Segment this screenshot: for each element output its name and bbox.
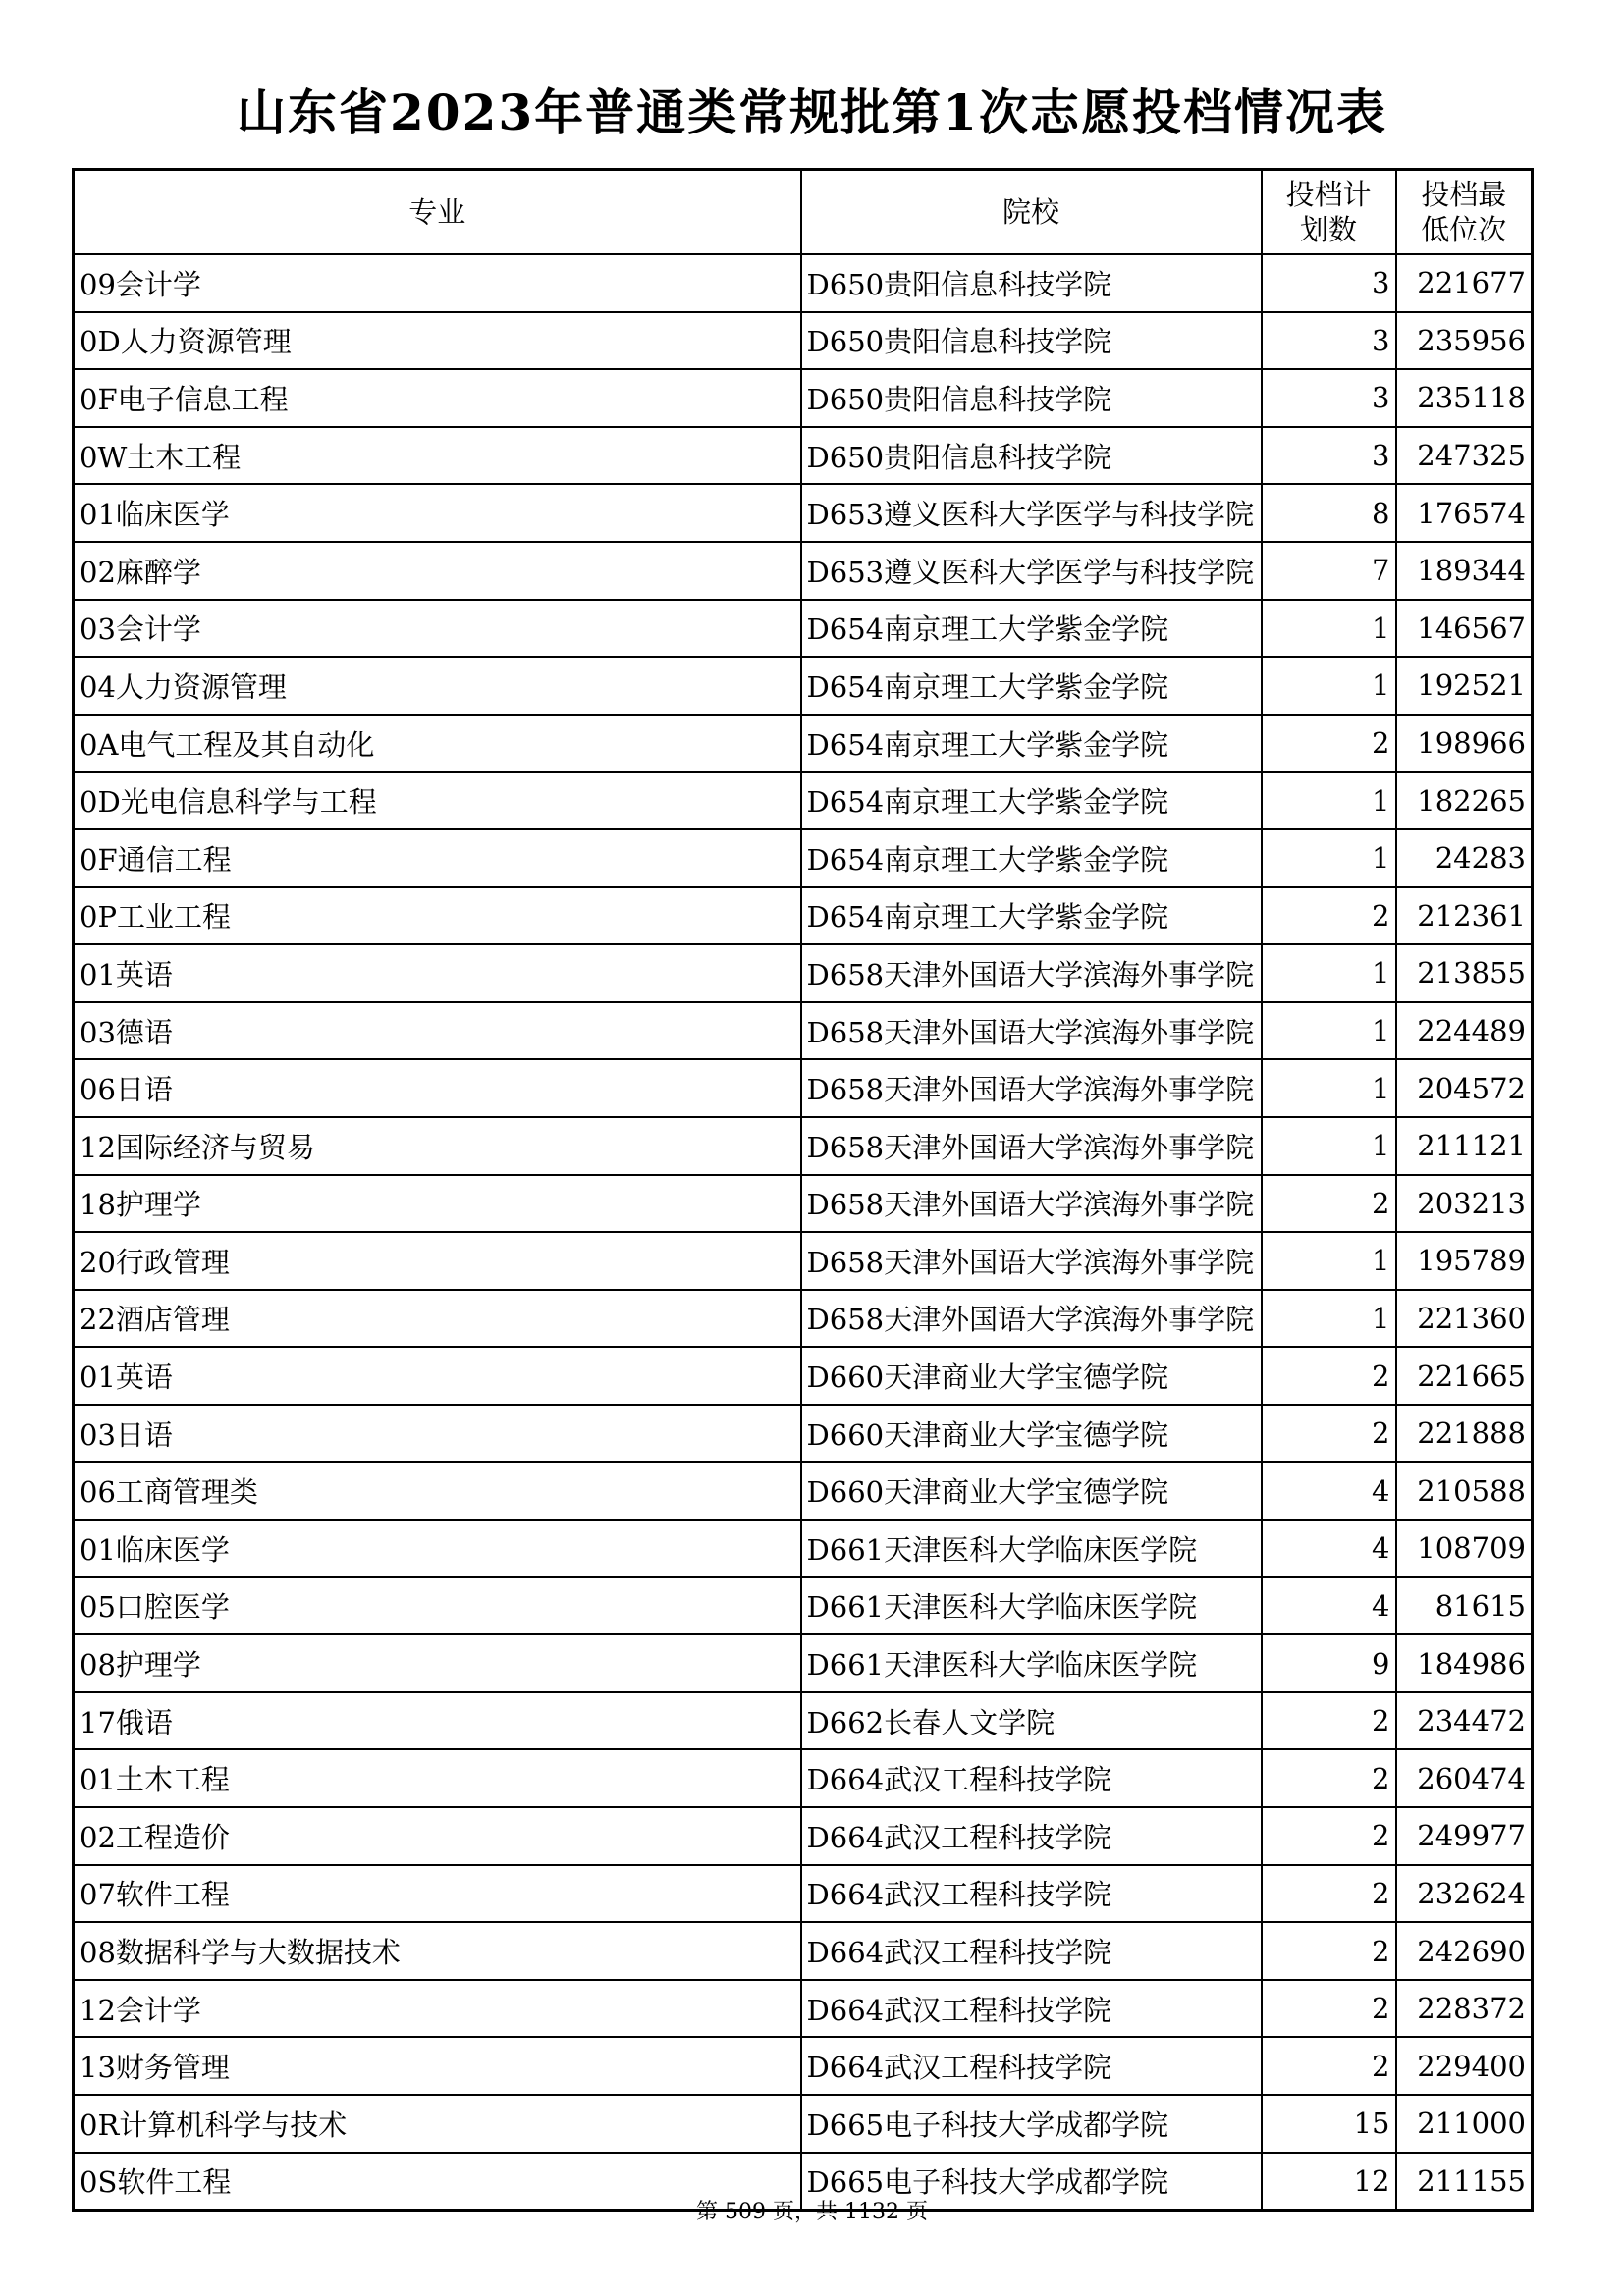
cell-rank: 176574	[1396, 484, 1533, 542]
cell-school: D658天津外国语大学滨海外事学院	[801, 1175, 1262, 1233]
table-row	[74, 2037, 1533, 2095]
cell-major: 12国际经济与贸易	[74, 1117, 801, 1175]
cell-plan: 2	[1262, 1749, 1396, 1807]
cell-plan: 9	[1262, 1634, 1396, 1692]
header-rank-line1: 投档最	[1421, 178, 1507, 211]
cell-school: D664武汉工程科技学院	[801, 1922, 1262, 1980]
table-row	[74, 1577, 1533, 1635]
cell-rank: 229400	[1396, 2037, 1533, 2095]
cell-school: D658天津外国语大学滨海外事学院	[801, 1232, 1262, 1290]
cell-major: 09会计学	[74, 254, 801, 312]
cell-major: 12会计学	[74, 1980, 801, 2038]
cell-plan: 2	[1262, 1692, 1396, 1750]
table-row	[74, 1002, 1533, 1060]
table-row	[74, 1059, 1533, 1117]
table-row	[74, 369, 1533, 427]
table-row	[74, 1520, 1533, 1577]
cell-school: D654南京理工大学紫金学院	[801, 600, 1262, 658]
header-rank-line2: 低位次	[1421, 213, 1507, 246]
cell-plan: 1	[1262, 944, 1396, 1002]
cell-plan: 1	[1262, 600, 1396, 658]
cell-rank: 232624	[1396, 1865, 1533, 1923]
cell-plan: 1	[1262, 772, 1396, 829]
cell-plan: 2	[1262, 715, 1396, 773]
cell-major: 22酒店管理	[74, 1290, 801, 1348]
cell-rank: 211000	[1396, 2095, 1533, 2153]
header-rank	[1396, 170, 1533, 255]
cell-rank: 198966	[1396, 715, 1533, 773]
cell-school: D664武汉工程科技学院	[801, 1749, 1262, 1807]
cell-school: D661天津医科大学临床医学院	[801, 1634, 1262, 1692]
table-row	[74, 1865, 1533, 1923]
cell-school: D664武汉工程科技学院	[801, 2037, 1262, 2095]
cell-school: D653遵义医科大学医学与科技学院	[801, 542, 1262, 600]
cell-school: D654南京理工大学紫金学院	[801, 715, 1262, 773]
cell-major: 20行政管理	[74, 1232, 801, 1290]
cell-major: 03日语	[74, 1405, 801, 1463]
header-plan-line1: 投档计	[1285, 178, 1372, 211]
table-row	[74, 1175, 1533, 1233]
cell-rank: 210588	[1396, 1462, 1533, 1520]
cell-major: 01临床医学	[74, 1520, 801, 1577]
table-row	[74, 312, 1533, 370]
cell-rank: 221677	[1396, 254, 1533, 312]
cell-school: D653遵义医科大学医学与科技学院	[801, 484, 1262, 542]
page-title: 山东省2023年普通类常规批第1次志愿投档情况表	[237, 83, 1387, 141]
table-row	[74, 1405, 1533, 1463]
table-row	[74, 427, 1533, 485]
cell-rank: 234472	[1396, 1692, 1533, 1750]
table-row	[74, 1922, 1533, 1980]
cell-rank: 195789	[1396, 1232, 1533, 1290]
table-row	[74, 484, 1533, 542]
cell-school: D650贵阳信息科技学院	[801, 369, 1262, 427]
cell-rank: 81615	[1396, 1577, 1533, 1635]
cell-major: 07软件工程	[74, 1865, 801, 1923]
cell-major: 01临床医学	[74, 484, 801, 542]
cell-rank: 182265	[1396, 772, 1533, 829]
cell-major: 0P工业工程	[74, 887, 801, 945]
cell-rank: 204572	[1396, 1059, 1533, 1117]
cell-school: D650贵阳信息科技学院	[801, 254, 1262, 312]
cell-plan: 15	[1262, 2095, 1396, 2153]
cell-plan: 2	[1262, 1405, 1396, 1463]
cell-rank: 249977	[1396, 1807, 1533, 1865]
table-body	[74, 254, 1533, 2211]
cell-school: D658天津外国语大学滨海外事学院	[801, 1002, 1262, 1060]
cell-major: 01英语	[74, 944, 801, 1002]
cell-plan: 1	[1262, 1290, 1396, 1348]
cell-school: D661天津医科大学临床医学院	[801, 1577, 1262, 1635]
table-row	[74, 1749, 1533, 1807]
cell-major: 0F通信工程	[74, 829, 801, 887]
cell-school: D654南京理工大学紫金学院	[801, 829, 1262, 887]
cell-major: 03德语	[74, 1002, 801, 1060]
cell-plan: 1	[1262, 1232, 1396, 1290]
cell-major: 13财务管理	[74, 2037, 801, 2095]
cell-plan: 4	[1262, 1462, 1396, 1520]
cell-rank: 146567	[1396, 600, 1533, 658]
table-row	[74, 1290, 1533, 1348]
cell-plan: 1	[1262, 1002, 1396, 1060]
table-row	[74, 1117, 1533, 1175]
cell-major: 0F电子信息工程	[74, 369, 801, 427]
cell-major: 08护理学	[74, 1634, 801, 1692]
page-footer: 第 509 页，共 1132 页	[696, 2200, 928, 2224]
cell-school: D664武汉工程科技学院	[801, 1865, 1262, 1923]
table-row	[74, 1232, 1533, 1290]
cell-major: 02麻醉学	[74, 542, 801, 600]
table-row	[74, 1634, 1533, 1692]
cell-plan: 2	[1262, 1175, 1396, 1233]
cell-major: 06工商管理类	[74, 1462, 801, 1520]
cell-major: 0R计算机科学与技术	[74, 2095, 801, 2153]
cell-major: 0S软件工程	[74, 2153, 801, 2211]
cell-rank: 213855	[1396, 944, 1533, 1002]
cell-plan: 2	[1262, 1807, 1396, 1865]
cell-plan: 2	[1262, 1980, 1396, 2038]
cell-plan: 1	[1262, 657, 1396, 715]
table-row	[74, 1462, 1533, 1520]
cell-major: 17俄语	[74, 1692, 801, 1750]
cell-major: 0D光电信息科学与工程	[74, 772, 801, 829]
cell-rank: 24283	[1396, 829, 1533, 887]
cell-plan: 1	[1262, 829, 1396, 887]
table-row	[74, 1980, 1533, 2038]
cell-plan: 3	[1262, 254, 1396, 312]
cell-school: D665电子科技大学成都学院	[801, 2095, 1262, 2153]
table-row	[74, 254, 1533, 312]
cell-rank: 228372	[1396, 1980, 1533, 2038]
cell-plan: 8	[1262, 484, 1396, 542]
table-row	[74, 600, 1533, 658]
cell-major: 05口腔医学	[74, 1577, 801, 1635]
cell-school: D658天津外国语大学滨海外事学院	[801, 944, 1262, 1002]
cell-plan: 3	[1262, 427, 1396, 485]
cell-plan: 4	[1262, 1520, 1396, 1577]
cell-plan: 1	[1262, 1059, 1396, 1117]
cell-major: 0D人力资源管理	[74, 312, 801, 370]
cell-rank: 189344	[1396, 542, 1533, 600]
table-row	[74, 772, 1533, 829]
cell-school: D654南京理工大学紫金学院	[801, 887, 1262, 945]
table-row	[74, 944, 1533, 1002]
cell-major: 06日语	[74, 1059, 801, 1117]
cell-major: 08数据科学与大数据技术	[74, 1922, 801, 1980]
cell-plan: 2	[1262, 1347, 1396, 1405]
table-row	[74, 715, 1533, 773]
cell-rank: 211155	[1396, 2153, 1533, 2211]
cell-rank: 235956	[1396, 312, 1533, 370]
table-row	[74, 887, 1533, 945]
cell-major: 03会计学	[74, 600, 801, 658]
cell-major: 02工程造价	[74, 1807, 801, 1865]
cell-school: D658天津外国语大学滨海外事学院	[801, 1290, 1262, 1348]
cell-rank: 221665	[1396, 1347, 1533, 1405]
cell-school: D654南京理工大学紫金学院	[801, 772, 1262, 829]
table-row	[74, 829, 1533, 887]
cell-rank: 108709	[1396, 1520, 1533, 1577]
cell-plan: 4	[1262, 1577, 1396, 1635]
cell-rank: 235118	[1396, 369, 1533, 427]
cell-major: 01英语	[74, 1347, 801, 1405]
table-row	[74, 542, 1533, 600]
cell-plan: 2	[1262, 1922, 1396, 1980]
cell-plan: 2	[1262, 2037, 1396, 2095]
cell-major: 18护理学	[74, 1175, 801, 1233]
header-major: 专业	[74, 170, 801, 255]
cell-plan: 2	[1262, 887, 1396, 945]
cell-school: D660天津商业大学宝德学院	[801, 1462, 1262, 1520]
cell-plan: 3	[1262, 312, 1396, 370]
cell-major: 0A电气工程及其自动化	[74, 715, 801, 773]
cell-rank: 242690	[1396, 1922, 1533, 1980]
cell-rank: 184986	[1396, 1634, 1533, 1692]
cell-school: D662长春人文学院	[801, 1692, 1262, 1750]
table-row	[74, 1807, 1533, 1865]
cell-rank: 221888	[1396, 1405, 1533, 1463]
cell-school: D664武汉工程科技学院	[801, 1980, 1262, 2038]
cell-rank: 247325	[1396, 427, 1533, 485]
header-school: 院校	[801, 170, 1262, 255]
cell-rank: 260474	[1396, 1749, 1533, 1807]
cell-school: D650贵阳信息科技学院	[801, 312, 1262, 370]
cell-major: 0W土木工程	[74, 427, 801, 485]
cell-rank: 211121	[1396, 1117, 1533, 1175]
cell-plan: 1	[1262, 1117, 1396, 1175]
table-header-row	[74, 170, 1533, 255]
admission-table	[72, 168, 1534, 2212]
cell-school: D661天津医科大学临床医学院	[801, 1520, 1262, 1577]
cell-school: D650贵阳信息科技学院	[801, 427, 1262, 485]
cell-school: D658天津外国语大学滨海外事学院	[801, 1059, 1262, 1117]
cell-rank: 212361	[1396, 887, 1533, 945]
header-plan	[1262, 170, 1396, 255]
cell-school: D660天津商业大学宝德学院	[801, 1405, 1262, 1463]
cell-school: D658天津外国语大学滨海外事学院	[801, 1117, 1262, 1175]
table-row	[74, 657, 1533, 715]
cell-rank: 203213	[1396, 1175, 1533, 1233]
header-plan-line2: 划数	[1299, 213, 1357, 246]
cell-rank: 221360	[1396, 1290, 1533, 1348]
cell-plan: 12	[1262, 2153, 1396, 2211]
cell-major: 04人力资源管理	[74, 657, 801, 715]
cell-plan: 7	[1262, 542, 1396, 600]
cell-rank: 224489	[1396, 1002, 1533, 1060]
cell-plan: 2	[1262, 1865, 1396, 1923]
table-row	[74, 2095, 1533, 2153]
cell-rank: 192521	[1396, 657, 1533, 715]
cell-school: D660天津商业大学宝德学院	[801, 1347, 1262, 1405]
cell-school: D664武汉工程科技学院	[801, 1807, 1262, 1865]
cell-school: D654南京理工大学紫金学院	[801, 657, 1262, 715]
cell-plan: 3	[1262, 369, 1396, 427]
table-row	[74, 1692, 1533, 1750]
table-row	[74, 1347, 1533, 1405]
cell-major: 01土木工程	[74, 1749, 801, 1807]
cell-school: D665电子科技大学成都学院	[801, 2153, 1262, 2211]
